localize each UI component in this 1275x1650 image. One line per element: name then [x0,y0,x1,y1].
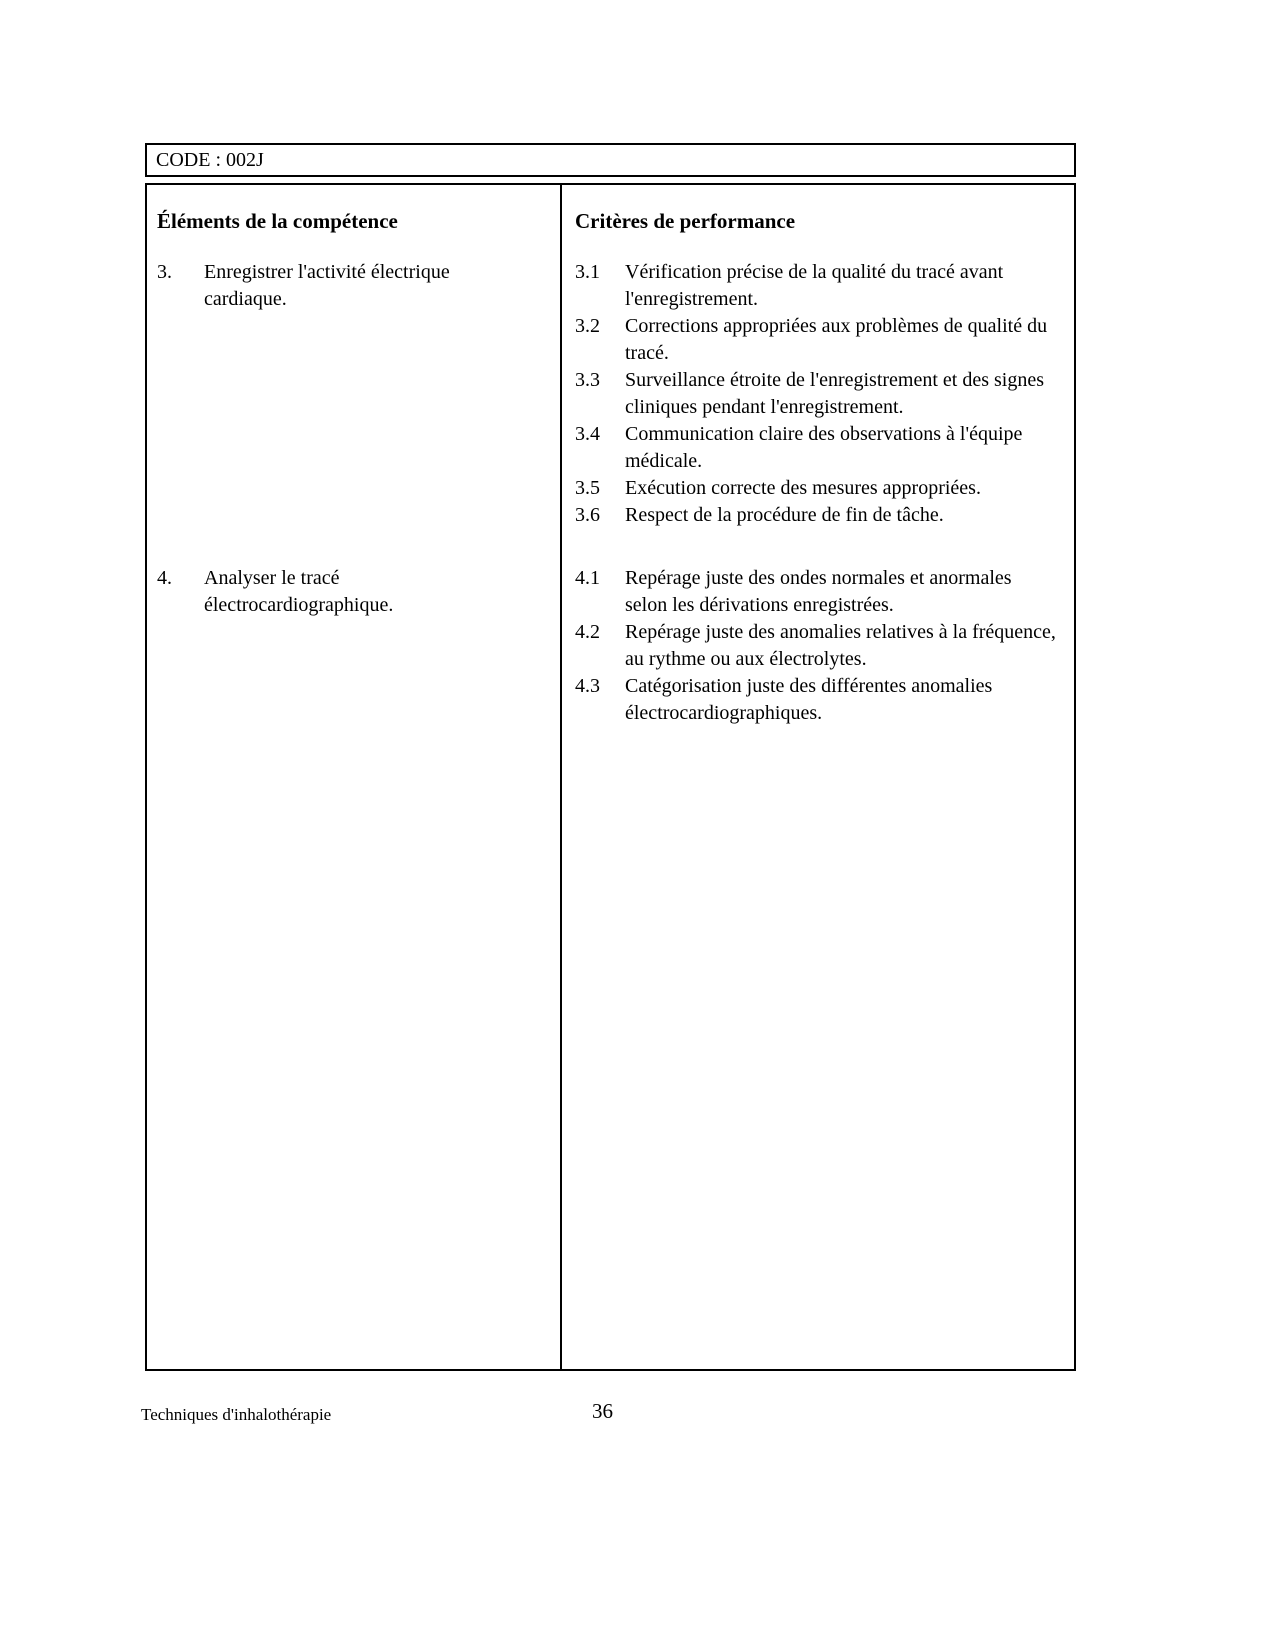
criterion-row [575,673,1058,727]
code-header-box [145,143,1076,177]
criterion-row [575,502,1058,529]
column-divider [560,185,562,1369]
element-row [157,565,532,619]
criteria-list [575,565,1058,727]
criterion-number: 3.2 [575,315,600,337]
criterion-row [575,565,1058,619]
criterion-number: 4.3 [575,675,600,697]
criterion-text: Catégorisation juste des différentes anomalies électrocardiographiques. [625,675,993,724]
criterion-number: 3.5 [575,477,600,499]
criterion-row [575,619,1058,673]
criteria-cell [560,259,1074,529]
criterion-number: 3.6 [575,504,600,526]
criterion-text: Exécution correcte des mesures appropriées. [625,477,981,499]
footer-document-title: Techniques d'inhalothérapie [141,1405,332,1424]
element-number: 3. [157,261,172,283]
criterion-text: Repérage juste des anomalies relatives à la fréquence, au rythme ou aux électrolytes. [625,621,1056,670]
table-grid [147,185,1074,727]
criterion-text: Repérage juste des ondes normales et anormales selon les dérivations enregistrées. [625,567,1012,616]
element-text: Enregistrer l'activité électrique cardiaque. [204,261,450,310]
criterion-number: 3.4 [575,423,600,445]
element-text: Analyser le tracé électrocardiographique. [204,567,394,616]
criterion-text: Communication claire des observations à l'équipe médicale. [625,423,1023,472]
criterion-number: 3.3 [575,369,600,391]
criterion-row [575,421,1058,475]
code-label: CODE : 002J [156,149,264,171]
criterion-text: Surveillance étroite de l'enregistrement et des signes cliniques pendant l'enregistrement. [625,369,1045,418]
criteria-list [575,259,1058,529]
right-column-header: Critères de performance [575,209,796,233]
element-cell [147,565,560,727]
element-number: 4. [157,567,172,589]
element-cell [147,259,560,529]
left-column-header: Éléments de la compétence [157,209,398,233]
criteria-cell [560,565,1074,727]
criterion-text: Vérification précise de la qualité du tracé avant l'enregistrement. [625,261,1004,310]
criterion-number: 4.1 [575,567,600,589]
criterion-row [575,367,1058,421]
page-footer [0,1398,1275,1428]
criterion-text: Respect de la procédure de fin de tâche. [625,504,944,526]
criterion-number: 4.2 [575,621,600,643]
criterion-row [575,259,1058,313]
criterion-row [575,475,1058,502]
criterion-row [575,313,1058,367]
competency-table [145,183,1076,1371]
criterion-number: 3.1 [575,261,600,283]
footer-page-number: 36 [592,1399,613,1423]
element-row [157,259,532,313]
criterion-text: Corrections appropriées aux problèmes de qualité du tracé. [625,315,1048,364]
